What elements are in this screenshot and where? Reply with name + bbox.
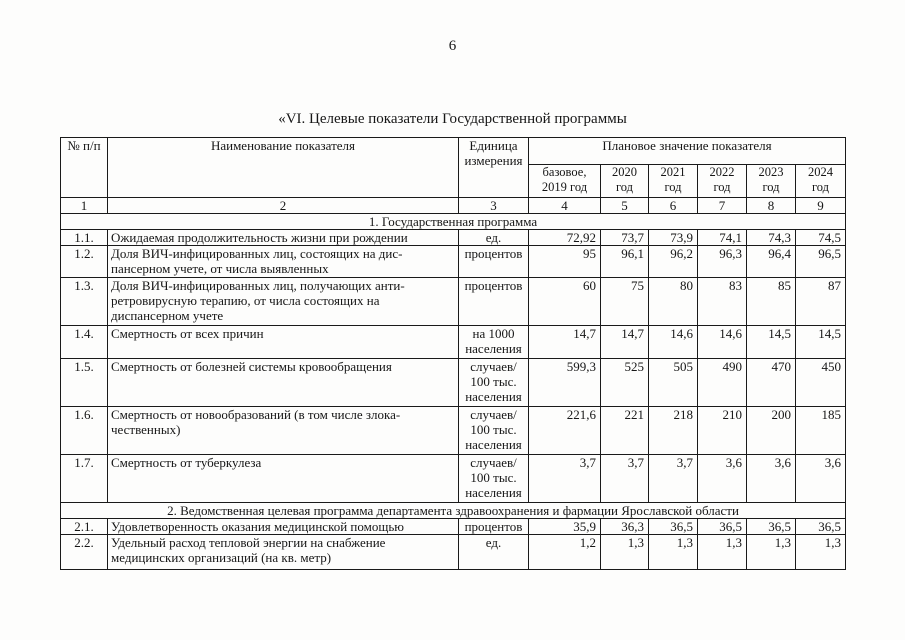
value-cell: 3,7 [601, 455, 649, 503]
value-cell: 221,6 [529, 407, 601, 455]
value-cell: 35,9 [529, 519, 601, 535]
value-cell: 96,3 [698, 246, 747, 278]
section-title: 1. Государственная программа [61, 214, 846, 230]
unit-cell: случаев/ 100 тыс. населения [459, 407, 529, 455]
value-cell: 87 [796, 278, 846, 326]
column-index-9: 9 [796, 198, 846, 214]
value-cell: 36,3 [601, 519, 649, 535]
unit-cell: процентов [459, 519, 529, 535]
value-cell: 14,5 [796, 326, 846, 359]
value-cell: 36,5 [698, 519, 747, 535]
value-cell: 1,3 [698, 535, 747, 570]
row-number: 1.6. [61, 407, 108, 455]
row-number: 1.1. [61, 230, 108, 246]
value-cell: 83 [698, 278, 747, 326]
table-row [61, 246, 846, 278]
header-num: № п/п [61, 138, 108, 198]
table-row [61, 407, 846, 455]
header-year-4: базовое, 2019 год [529, 165, 601, 198]
indicators-table [60, 137, 846, 570]
unit-cell: ед. [459, 535, 529, 570]
value-cell: 185 [796, 407, 846, 455]
unit-cell: ед. [459, 230, 529, 246]
value-cell: 14,5 [747, 326, 796, 359]
column-index-6: 6 [649, 198, 698, 214]
value-cell: 80 [649, 278, 698, 326]
table-row [61, 326, 846, 359]
column-index-5: 5 [601, 198, 649, 214]
section-row [61, 503, 846, 519]
value-cell: 72,92 [529, 230, 601, 246]
table-row [61, 359, 846, 407]
header-plan: Плановое значение показателя [529, 138, 846, 165]
value-cell: 96,2 [649, 246, 698, 278]
column-index-7: 7 [698, 198, 747, 214]
value-cell: 75 [601, 278, 649, 326]
value-cell: 85 [747, 278, 796, 326]
value-cell: 1,3 [649, 535, 698, 570]
value-cell: 210 [698, 407, 747, 455]
table-row [61, 455, 846, 503]
value-cell: 14,6 [698, 326, 747, 359]
header-year-6: 2021 год [649, 165, 698, 198]
table-row [61, 535, 846, 570]
value-cell: 505 [649, 359, 698, 407]
value-cell: 599,3 [529, 359, 601, 407]
column-index-4: 4 [529, 198, 601, 214]
indicator-name: Доля ВИЧ-инфицированных лиц, состоящих на дис-пансерном учете, от числа выявленных [108, 246, 459, 278]
value-cell: 470 [747, 359, 796, 407]
indicator-name: Ожидаемая продолжительность жизни при рождении [108, 230, 459, 246]
value-cell: 525 [601, 359, 649, 407]
row-number: 1.5. [61, 359, 108, 407]
indicator-name: Удовлетворенность оказания медицинской помощью [108, 519, 459, 535]
page-number: 6 [448, 38, 457, 54]
value-cell: 74,1 [698, 230, 747, 246]
header-unit: Единица измерения [459, 138, 529, 198]
value-cell: 60 [529, 278, 601, 326]
row-number: 1.2. [61, 246, 108, 278]
value-cell: 1,2 [529, 535, 601, 570]
value-cell: 218 [649, 407, 698, 455]
indicator-name: Доля ВИЧ-инфицированных лиц, получающих анти-ретровирусную терапию, от числа состоящих на диспансерном учете [108, 278, 459, 326]
value-cell: 3,6 [796, 455, 846, 503]
unit-cell: случаев/ 100 тыс. населения [459, 455, 529, 503]
indicator-name: Смертность от туберкулеза [108, 455, 459, 503]
unit-cell: процентов [459, 278, 529, 326]
value-cell: 36,5 [747, 519, 796, 535]
row-number: 2.1. [61, 519, 108, 535]
value-cell: 3,7 [529, 455, 601, 503]
unit-cell: случаев/ 100 тыс. населения [459, 359, 529, 407]
value-cell: 74,5 [796, 230, 846, 246]
value-cell: 3,6 [747, 455, 796, 503]
value-cell: 14,7 [601, 326, 649, 359]
value-cell: 96,1 [601, 246, 649, 278]
indicator-name: Смертность от всех причин [108, 326, 459, 359]
value-cell: 1,3 [747, 535, 796, 570]
value-cell: 450 [796, 359, 846, 407]
header-year-8: 2023 год [747, 165, 796, 198]
value-cell: 73,9 [649, 230, 698, 246]
section-title: 2. Ведомственная целевая программа департамента здравоохранения и фармации Ярославской области [61, 503, 846, 519]
column-index-1: 1 [61, 198, 108, 214]
value-cell: 490 [698, 359, 747, 407]
indicator-name: Смертность от новообразований (в том числе злока-чественных) [108, 407, 459, 455]
indicator-name: Удельный расход тепловой энергии на снабжение медицинских организаций (на кв. метр) [108, 535, 459, 570]
header-year-7: 2022 год [698, 165, 747, 198]
row-number: 1.3. [61, 278, 108, 326]
header-year-9: 2024 год [796, 165, 846, 198]
value-cell: 3,6 [698, 455, 747, 503]
value-cell: 96,4 [747, 246, 796, 278]
unit-cell: на 1000 населения [459, 326, 529, 359]
row-number: 1.7. [61, 455, 108, 503]
row-number: 1.4. [61, 326, 108, 359]
value-cell: 1,3 [601, 535, 649, 570]
column-index-8: 8 [747, 198, 796, 214]
section-row [61, 214, 846, 230]
value-cell: 74,3 [747, 230, 796, 246]
value-cell: 95 [529, 246, 601, 278]
column-index-3: 3 [459, 198, 529, 214]
table-row [61, 278, 846, 326]
table-row [61, 230, 846, 246]
value-cell: 1,3 [796, 535, 846, 570]
header-name: Наименование показателя [108, 138, 459, 198]
value-cell: 36,5 [649, 519, 698, 535]
column-index-2: 2 [108, 198, 459, 214]
value-cell: 36,5 [796, 519, 846, 535]
value-cell: 14,7 [529, 326, 601, 359]
value-cell: 3,7 [649, 455, 698, 503]
row-number: 2.2. [61, 535, 108, 570]
value-cell: 96,5 [796, 246, 846, 278]
table-row [61, 519, 846, 535]
value-cell: 200 [747, 407, 796, 455]
value-cell: 221 [601, 407, 649, 455]
value-cell: 14,6 [649, 326, 698, 359]
document-title: «VI. Целевые показатели Государственной программы [278, 111, 627, 127]
header-year-5: 2020 год [601, 165, 649, 198]
value-cell: 73,7 [601, 230, 649, 246]
unit-cell: процентов [459, 246, 529, 278]
indicator-name: Смертность от болезней системы кровообращения [108, 359, 459, 407]
